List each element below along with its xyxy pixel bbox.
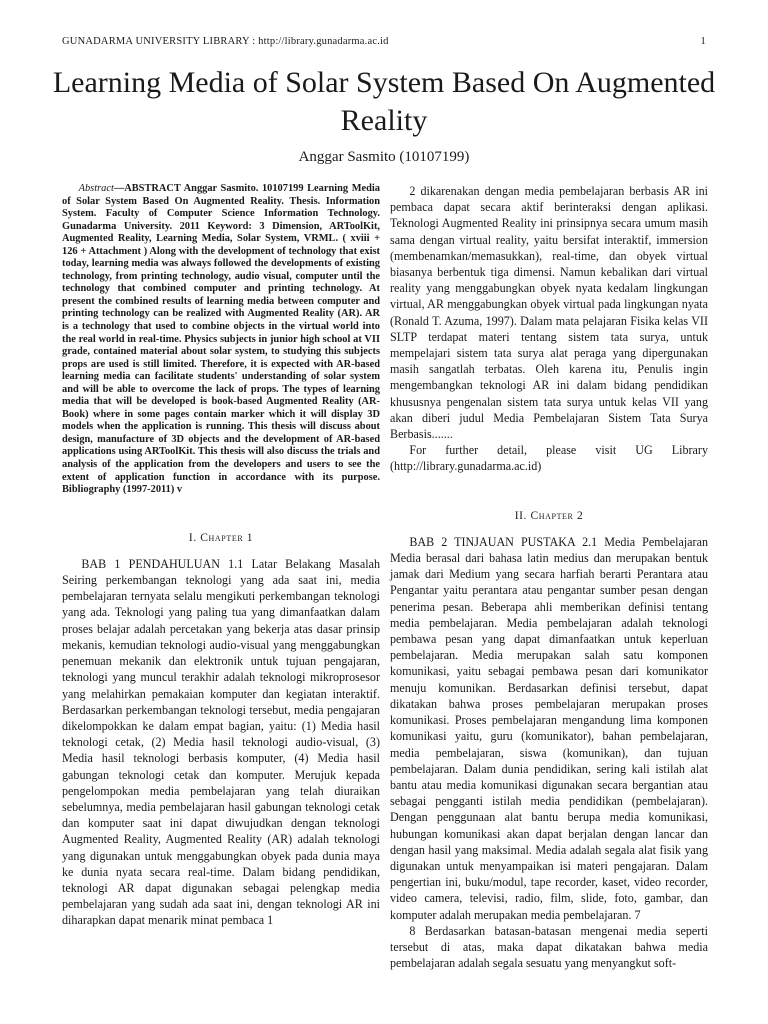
chapter-1-text: BAB 1 PENDAHULUAN 1.1 Latar Belakang Masalah Seiring perkembangan teknologi yang ada saat ini, media pembelajaran ternyata selalu mengikuti perkembangan teknologi yang ada. Teknologi yang paling tua yang dimanfaatkan dalam proses belajar adalah percetakan yang bekerja atas dasar prinsip mekanis, kemudian teknologi audio-visual yang menggabungkan penemuan mekanik dan elektronik untuk tujuan pengajaran, teknologi yang muncul terakhir adalah teknologi mikroprosesor yang melahirkan pemakaian komputer dan kegiatan interaktif. Berdasarkan perkembangan teknologi tersebut, media pengajaran dikelompokkan ke dalam empat bagian, yaitu: (1) Media hasil teknologi cetak, (2) Media hasil teknologi audio-visual, (3) Media hasil teknologi berbasis komputer, (4) Media hasil gabungan teknologi cetak dan komputer. Merujuk kepada pengelompokan media pembelajaran yang telah diuraikan sebelumnya, media pembelajaran hasil gabungan teknologi cetak dan komputer saat ini dapat diwujudkan dengan teknologi Augmented Reality, Augmented Reality (AR) adalah teknologi yang digunakan untuk menggabungkan obyek pada dunia maya ke dunia nyata secara real-time. Dalam bidang pendidikan, teknologi AR dapat digunakan sebagai pelengkap media pembelajaran yang sudah ada saat ini, dengan teknologi AR ini diharapkan dapat menarik minat pembaca 1 [62, 556, 380, 928]
section-heading-chapter-2: II. Chapter 2 [514, 509, 584, 522]
left-column [62, 183, 380, 929]
running-header [62, 36, 706, 50]
abstract-text: —ABSTRACT Anggar Sasmito. 10107199 Learning Media of Solar System Based On Augmented Reality. Thesis. Information System. Faculty of Computer Science Information Technology. Gunadarma University. 2011 Keyword: 3 Dimension, ARToolKit, Augmented Reality, Learning Media, Solar System, VRML. ( xviii + 126 + Attachment ) Along with the development of technology that exist today, learning media was always followed the developments of existing technology, from printing technology, audio visual, computer until the technology that combined computer and printing technology. At present the combined results of learning media between computer and printing technology can be realized with Augmented Reality (AR). AR is a technology that used to combine objects in the virtual world into the real world in real-time. Physics subjects in junior high school at VII grade, contained material about solar system, to studying this subjects props are used is still limited. Therefore, it is expected with AR-based learning media can facilitate students' understanding of solar system and will be able to overcome the lack of props. The types of learning media that will be developed is book-based Augmented Reality (AR-Book) where in some pages contain marker which it will display 3D models when the application is running. This thesis will discuss about design, manufacture of 3D objects and the development of AR-based applications using ARToolKit. This thesis will also discuss the trials and analysis of the application from the developers and users to see the extent of application function in accordance with its purpose. Bibliography (1997-2011) v [62, 183, 380, 496]
paper-author: Anggar Sasmito (10107199) [298, 149, 470, 165]
chapter-2-text-continued: 8 Berdasarkan batasan-batasan mengenai media seperti tersebut di atas, maka dapat dikatakan bahwa media pembelajaran adalah segala sesuatu yang menyangkut soft- [390, 923, 708, 971]
chapter-1-continuation: 2 dikarenakan dengan media pembelajaran berbasis AR ini pembaca dapat secara aktif berinteraksi dengan aplikasi. Teknologi Augmented Reality ini prinsipnya secara umum masih sama dengan virtual reality, yaitu bersifat interaktif, immersion (membenamkan/memasukkan), real-time, dan obyek virtual biasanya berbentuk tiga dimensi. Namun kebalikan dari virtual reality yang menggabungkan obyek nyata kedalam lingkungan virtual, AR menggabungkan obyek virtual pada lingkungan nyata (Ronald T. Azuma, 1997). Dalam mata pelajaran Fisika kelas VII SLTP terdapat materi tentang sistem tata surya, untuk mempelajari sistem tata surya alat peraga yang dipergunakan masih sangatlah terbatas. Oleh karena itu, Penulis ingin mengembangkan teknologi AR ini dalam bidang pendidikan khususnya pengenalan sistem tata surya untuk kelas VII yang akan diberi judul Media Pembelajaran Sistem Tata Surya Berbasis....... [390, 184, 708, 442]
right-column [390, 183, 708, 971]
library-link-note: For further detail, please visit UG Library (http://library.gunadarma.ac.id) [390, 443, 708, 474]
chapter-2-text: BAB 2 TINJAUAN PUSTAKA 2.1 Media Pembelajaran Media berasal dari bahasa latin medius dan merupakan bentuk jamak dari Medium yang secara harfiah berarti Perantara atau Pengantar yaitu perantara atau pengantar sumber pesan dengan penerima pesan. Beberapa ahli memberikan definisi tentang media pembelajaran. Media pembelajaran adalah teknologi pembawa pesan yang dapat dimanfaatkan untuk keperluan pembelajaran. Media merupakan salah satu komponen komunikasi, yaitu sebagai pembawa pesan dari komunikator menuju komunikan. Berdasarkan definisi tersebut, dapat dikatakan bahwa proses pembelajaran merupakan proses komunikasi. Proses pembelajaran mengandung lima komponen komunikasi yaitu, guru (komunikator), bahan pembelajaran, media pembelajaran, siswa (komunikan), dan tujuan pembelajaran. Dalam dunia pendidikan, sering kali istilah alat bantu atau media komunikasi digunakan secara bergantian atau sebagai pengganti istilah media pendidikan (pembelajaran). Dengan penggunaan alat bantu berupa media komunikasi, hubungan komunikasi akan dapat berjalan dengan lancar dan dengan hasil yang maksimal. Media adalah segala alat fisik yang digunakan untuk menyampaikan isi materi pengajaran. Dalam pengertian ini, buku/modul, tape recorder, kaset, video recorder, video camera, televisi, radio, film, slide, foto, gambar, dan komputer adalah merupakan media pembelajaran. 7 [390, 534, 708, 922]
header-library-url: GUNADARMA UNIVERSITY LIBRARY : http://library.gunadarma.ac.id [62, 36, 389, 47]
abstract-label: Abstract [78, 183, 114, 194]
paper-title: Learning Media of Solar System Based On Augmented Reality [52, 66, 716, 137]
section-heading-chapter-1: I. Chapter 1 [188, 531, 254, 544]
page-number: 1 [700, 36, 706, 47]
abstract [62, 183, 380, 497]
